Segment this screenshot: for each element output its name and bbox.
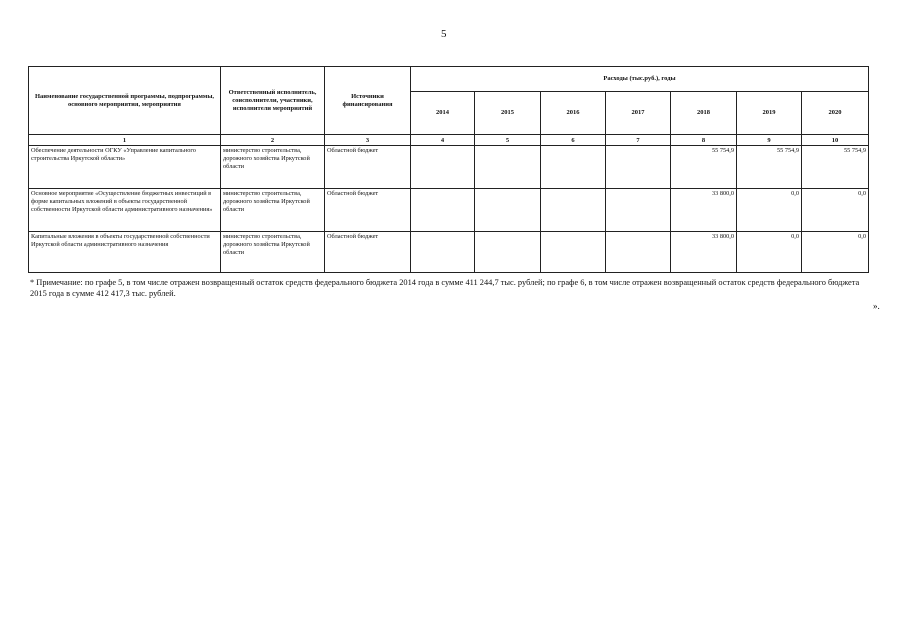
header-year: 2016 xyxy=(541,92,606,135)
row-executor: министерство строительства, дорожного хозяйства Иркутской области xyxy=(221,232,325,273)
header-year: 2014 xyxy=(411,92,475,135)
row-value: 0,0 xyxy=(737,189,802,232)
row-executor: министерство строительства, дорожного хозяйства Иркутской области xyxy=(221,146,325,189)
column-number-row xyxy=(29,135,869,146)
column-number: 2 xyxy=(221,135,325,146)
footnote: * Примечание: по графе 5, в том числе отражен возвращенный остаток средств федерального бюджета 2014 года в сумме 411 244,7 тыс. рублей; по графе 6, в том числе отражен возвращенный остаток средств федерального бюджета 2015 года в сумме 412 417,3 тыс. рублей. xyxy=(30,278,860,298)
row-value: 0,0 xyxy=(737,232,802,273)
header-row xyxy=(29,67,869,92)
row-value: 55 754,9 xyxy=(802,146,869,189)
column-number: 9 xyxy=(737,135,802,146)
row-value xyxy=(411,146,475,189)
row-value xyxy=(411,189,475,232)
row-value: 33 800,0 xyxy=(671,232,737,273)
row-value: 0,0 xyxy=(802,189,869,232)
header-year: 2020 xyxy=(802,92,869,135)
header-year: 2018 xyxy=(671,92,737,135)
column-number: 4 xyxy=(411,135,475,146)
row-value xyxy=(541,146,606,189)
row-value xyxy=(541,189,606,232)
row-source: Областной бюджет xyxy=(325,146,411,189)
row-value: 0,0 xyxy=(802,232,869,273)
row-value xyxy=(475,232,541,273)
row-name: Капитальные вложения в объекты государственной собственности Иркутской области административного назначения xyxy=(29,232,221,273)
row-source: Областной бюджет xyxy=(325,232,411,273)
row-name: Основное мероприятие «Осуществление бюджетных инвестиций в форме капитальных вложений в объекты государственной собственности Иркутской области административного назначения» xyxy=(29,189,221,232)
closing-quote: ». xyxy=(873,301,880,311)
column-number: 3 xyxy=(325,135,411,146)
header-source: Источники финансирования xyxy=(325,67,411,135)
column-number: 7 xyxy=(606,135,671,146)
row-value: 55 754,9 xyxy=(671,146,737,189)
header-name: Наименование государственной программы, подпрограммы, основного мероприятия, мероприятия xyxy=(29,67,221,135)
table-row xyxy=(29,146,869,189)
row-value xyxy=(606,232,671,273)
header-year: 2015 xyxy=(475,92,541,135)
header-year: 2017 xyxy=(606,92,671,135)
column-number: 5 xyxy=(475,135,541,146)
row-value: 55 754,9 xyxy=(737,146,802,189)
page-number: 5 xyxy=(441,28,447,40)
row-value xyxy=(606,189,671,232)
expenses-table xyxy=(28,66,869,273)
row-name: Обеспечение деятельности ОГКУ «Управление капитального строительства Иркутской области» xyxy=(29,146,221,189)
column-number: 8 xyxy=(671,135,737,146)
row-executor: министерство строительства, дорожного хозяйства Иркутской области xyxy=(221,189,325,232)
table-row xyxy=(29,232,869,273)
header-expenses: Расходы (тыс.руб.), годы xyxy=(411,67,869,92)
row-value xyxy=(475,189,541,232)
header-year: 2019 xyxy=(737,92,802,135)
row-value xyxy=(606,146,671,189)
table-row xyxy=(29,189,869,232)
row-value xyxy=(541,232,606,273)
column-number: 10 xyxy=(802,135,869,146)
row-value xyxy=(475,146,541,189)
row-value: 33 800,0 xyxy=(671,189,737,232)
row-source: Областной бюджет xyxy=(325,189,411,232)
column-number: 6 xyxy=(541,135,606,146)
column-number: 1 xyxy=(29,135,221,146)
header-executor: Ответственный исполнитель, соисполнители, участники, исполнители мероприятий xyxy=(221,67,325,135)
row-value xyxy=(411,232,475,273)
